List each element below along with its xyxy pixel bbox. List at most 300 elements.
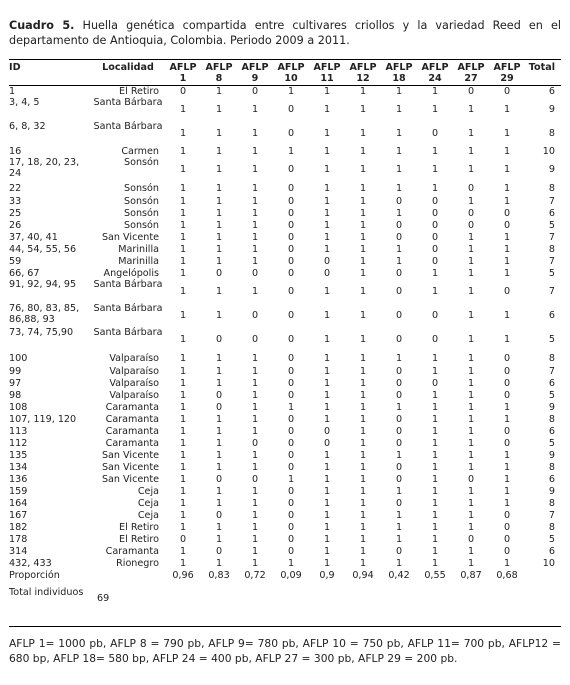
row-aflp-value: 1 <box>467 401 475 413</box>
row-aflp-value: 0 <box>395 545 403 557</box>
row-aflp-value: 0 <box>323 425 331 437</box>
row-aflp-value: 0 <box>503 437 511 449</box>
row-aflp-value: 1 <box>179 207 187 219</box>
table-row <box>9 366 561 378</box>
row-aflp-value: 1 <box>251 182 259 194</box>
row-aflp-value: 1 <box>467 103 475 115</box>
table-row <box>9 87 561 98</box>
row-aflp-value: 0 <box>179 86 187 98</box>
column-header <box>381 63 417 87</box>
row-aflp-value: 1 <box>323 127 331 139</box>
row-aflp-value: 1 <box>503 497 511 509</box>
row-aflp-value: 1 <box>215 207 223 219</box>
row-aflp-value: 0 <box>215 509 223 521</box>
row-aflp-value: 1 <box>215 103 223 115</box>
row-aflp-value: 1 <box>179 461 187 473</box>
table-caption <box>9 18 561 48</box>
row-aflp-value: 1 <box>467 497 475 509</box>
proportion-value: 0,42 <box>388 569 410 581</box>
row-aflp-value: 1 <box>503 557 511 569</box>
proportion-value: 0,94 <box>352 569 374 581</box>
row-total: 9 <box>548 103 555 115</box>
proportion-row <box>9 570 561 582</box>
row-aflp-value: 1 <box>179 377 187 389</box>
table-row <box>9 498 561 510</box>
row-aflp-value: 1 <box>251 243 259 255</box>
row-total: 5 <box>548 533 555 545</box>
row-localidad: Marinilla <box>118 255 159 267</box>
row-aflp-value: 1 <box>179 365 187 377</box>
row-aflp-value: 0 <box>323 267 331 279</box>
column-header <box>309 63 345 87</box>
row-aflp-value: 0 <box>287 437 295 449</box>
row-id: 73, 74, 75,90 <box>9 327 74 338</box>
table-row <box>9 414 561 426</box>
row-aflp-value: 1 <box>215 557 223 569</box>
row-id: 3, 4, 5 <box>9 97 40 108</box>
row-total: 9 <box>548 401 555 413</box>
row-aflp-value: 0 <box>287 377 295 389</box>
row-localidad: San Vicente <box>101 461 159 473</box>
column-header <box>201 63 237 87</box>
row-aflp-value: 1 <box>395 145 403 157</box>
row-aflp-value: 0 <box>395 231 403 243</box>
row-aflp-value: 1 <box>359 333 367 345</box>
row-aflp-value: 1 <box>395 533 403 545</box>
row-aflp-value: 1 <box>251 389 259 401</box>
caption-text: Huella genética compartida entre cultivares criollos y la variedad Reed en el departamento de Antioquia, Colombia. Periodo 2009 a 2011. <box>9 19 561 47</box>
row-aflp-value: 1 <box>251 163 259 175</box>
row-aflp-value: 1 <box>359 545 367 557</box>
row-localidad: El Retiro <box>119 86 159 98</box>
row-aflp-value: 1 <box>215 163 223 175</box>
column-header-line2: 8 <box>215 72 223 84</box>
row-localidad: Caramanta <box>105 413 159 425</box>
row-aflp-value: 1 <box>179 182 187 194</box>
row-total: 6 <box>548 545 555 557</box>
row-aflp-value: 1 <box>323 545 331 557</box>
row-aflp-value: 0 <box>431 309 439 321</box>
row-aflp-value: 0 <box>287 333 295 345</box>
row-aflp-value: 1 <box>467 352 475 364</box>
row-total: 7 <box>548 255 555 267</box>
row-id: 178 <box>9 533 28 545</box>
table-row <box>9 158 561 182</box>
row-total: 8 <box>548 413 555 425</box>
column-header <box>417 63 453 87</box>
row-id: 37, 40, 41 <box>9 231 58 243</box>
row-aflp-value: 0 <box>323 437 331 449</box>
row-aflp-value: 0 <box>503 521 511 533</box>
row-aflp-value: 1 <box>323 521 331 533</box>
row-aflp-value: 0 <box>251 267 259 279</box>
row-total: 5 <box>548 437 555 449</box>
table-row <box>9 546 561 558</box>
total-individuals-label: Total individuos <box>9 586 84 598</box>
column-header <box>9 63 91 87</box>
row-localidad: Sonsón <box>124 219 159 231</box>
row-aflp-value: 1 <box>359 413 367 425</box>
column-header-line2: 18 <box>392 72 406 84</box>
row-aflp-value: 1 <box>179 352 187 364</box>
table-row <box>9 196 561 208</box>
row-localidad: Caramanta <box>105 437 159 449</box>
row-aflp-value: 1 <box>323 497 331 509</box>
row-aflp-value: 1 <box>359 437 367 449</box>
row-id: 16 <box>9 145 22 157</box>
row-aflp-value: 1 <box>251 127 259 139</box>
row-aflp-value: 0 <box>287 365 295 377</box>
row-aflp-value: 1 <box>503 473 511 485</box>
row-aflp-value: 1 <box>359 255 367 267</box>
table-row <box>9 510 561 522</box>
column-header-line1: Localidad <box>102 62 154 73</box>
column-header-line2: 29 <box>500 72 514 84</box>
proportion-value: 0,96 <box>172 569 194 581</box>
row-aflp-value: 0 <box>395 497 403 509</box>
row-aflp-value: 1 <box>179 127 187 139</box>
row-aflp-value: 1 <box>323 352 331 364</box>
row-id: 167 <box>9 509 28 521</box>
row-aflp-value: 0 <box>251 86 259 98</box>
row-aflp-value: 1 <box>323 207 331 219</box>
row-localidad: Santa Bárbara <box>93 327 163 338</box>
row-id: 25 <box>9 207 22 219</box>
row-aflp-value: 0 <box>287 521 295 533</box>
row-aflp-value: 1 <box>503 163 511 175</box>
proportion-value: 0,72 <box>244 569 266 581</box>
row-aflp-value: 1 <box>179 255 187 267</box>
row-total: 9 <box>548 163 555 175</box>
row-aflp-value: 1 <box>215 425 223 437</box>
row-total: 7 <box>548 285 555 297</box>
row-aflp-value: 1 <box>431 545 439 557</box>
row-aflp-value: 1 <box>395 103 403 115</box>
row-aflp-value: 0 <box>287 207 295 219</box>
row-aflp-value: 1 <box>431 163 439 175</box>
row-aflp-value: 0 <box>395 309 403 321</box>
row-aflp-value: 1 <box>431 86 439 98</box>
table-row <box>9 390 561 402</box>
row-aflp-value: 1 <box>359 365 367 377</box>
row-aflp-value: 1 <box>251 521 259 533</box>
row-aflp-value: 1 <box>179 231 187 243</box>
column-header-line2: 9 <box>251 72 259 84</box>
row-aflp-value: 1 <box>323 285 331 297</box>
column-header-line2: 1 <box>179 72 187 84</box>
row-id: 432, 433 <box>9 557 52 569</box>
row-aflp-value: 1 <box>251 509 259 521</box>
row-localidad: San Vicente <box>101 473 159 485</box>
row-aflp-value: 0 <box>467 182 475 194</box>
column-header-line2: 11 <box>320 72 334 84</box>
row-aflp-value: 1 <box>251 207 259 219</box>
row-aflp-value: 1 <box>467 437 475 449</box>
row-aflp-value: 1 <box>503 255 511 267</box>
row-aflp-value: 0 <box>215 545 223 557</box>
row-aflp-value: 1 <box>431 103 439 115</box>
proportion-value: 0,55 <box>424 569 446 581</box>
column-header-line1: AFLP <box>457 62 485 73</box>
table-row <box>9 232 561 244</box>
row-aflp-value: 1 <box>179 557 187 569</box>
row-aflp-value: 1 <box>323 557 331 569</box>
table-row <box>9 122 561 146</box>
row-id: 108 <box>9 401 28 413</box>
row-localidad: Ceja <box>137 509 159 521</box>
table-row <box>9 402 561 414</box>
row-aflp-value: 0 <box>287 533 295 545</box>
column-header-line1: AFLP <box>169 62 197 73</box>
row-aflp-value: 0 <box>287 255 295 267</box>
row-aflp-value: 1 <box>431 425 439 437</box>
column-header-line2: 12 <box>356 72 370 84</box>
row-total: 6 <box>548 425 555 437</box>
row-aflp-value: 1 <box>323 533 331 545</box>
row-aflp-value: 0 <box>287 127 295 139</box>
row-aflp-value: 0 <box>395 413 403 425</box>
row-localidad: Valparaíso <box>109 352 159 364</box>
row-aflp-value: 0 <box>251 309 259 321</box>
row-aflp-value: 0 <box>287 267 295 279</box>
column-header-line2: 27 <box>464 72 478 84</box>
row-total: 8 <box>548 182 555 194</box>
row-aflp-value: 0 <box>395 437 403 449</box>
row-id: 66, 67 <box>9 267 40 279</box>
row-aflp-value: 1 <box>395 182 403 194</box>
column-header <box>489 63 525 87</box>
row-aflp-value: 1 <box>215 485 223 497</box>
row-aflp-value: 1 <box>359 267 367 279</box>
row-aflp-value: 1 <box>359 509 367 521</box>
row-aflp-value: 1 <box>323 509 331 521</box>
row-total: 8 <box>548 497 555 509</box>
row-total: 8 <box>548 352 555 364</box>
row-aflp-value: 0 <box>215 473 223 485</box>
row-aflp-value: 1 <box>503 195 511 207</box>
column-header-line1: AFLP <box>493 62 521 73</box>
row-aflp-value: 1 <box>503 267 511 279</box>
row-aflp-value: 0 <box>503 389 511 401</box>
row-localidad: Valparaíso <box>109 365 159 377</box>
row-aflp-value: 1 <box>179 195 187 207</box>
row-aflp-value: 0 <box>503 86 511 98</box>
row-aflp-value: 1 <box>215 86 223 98</box>
row-aflp-value: 1 <box>467 413 475 425</box>
row-aflp-value: 1 <box>215 413 223 425</box>
row-aflp-value: 0 <box>215 389 223 401</box>
row-aflp-value: 1 <box>323 413 331 425</box>
row-aflp-value: 1 <box>431 389 439 401</box>
total-individuals-row <box>9 582 561 604</box>
table-row <box>9 558 561 570</box>
row-aflp-value: 1 <box>251 485 259 497</box>
row-localidad: Santa Bárbara <box>93 279 163 290</box>
table-row <box>9 182 561 196</box>
total-individuals-value: 69 <box>97 592 110 604</box>
row-aflp-value: 1 <box>467 485 475 497</box>
row-aflp-value: 1 <box>179 473 187 485</box>
column-header-line1: AFLP <box>385 62 413 73</box>
table-row <box>9 208 561 220</box>
row-aflp-value: 1 <box>251 497 259 509</box>
row-aflp-value: 1 <box>179 449 187 461</box>
proportion-label: Proporción <box>9 569 60 581</box>
row-aflp-value: 1 <box>467 309 475 321</box>
column-header <box>237 63 273 87</box>
row-aflp-value: 1 <box>323 86 331 98</box>
row-aflp-value: 0 <box>503 545 511 557</box>
row-id: 76, 80, 83, 85, 86,88, 93 <box>9 303 80 325</box>
row-aflp-value: 1 <box>359 231 367 243</box>
row-aflp-value: 1 <box>287 86 295 98</box>
row-aflp-value: 1 <box>215 127 223 139</box>
row-aflp-value: 1 <box>431 182 439 194</box>
table-row <box>9 450 561 462</box>
row-aflp-value: 0 <box>431 333 439 345</box>
row-id: 134 <box>9 461 28 473</box>
row-aflp-value: 1 <box>503 309 511 321</box>
row-aflp-value: 0 <box>395 333 403 345</box>
table-body <box>9 87 561 604</box>
row-aflp-value: 1 <box>359 533 367 545</box>
row-aflp-value: 1 <box>215 231 223 243</box>
row-aflp-value: 1 <box>323 103 331 115</box>
column-header <box>345 63 381 87</box>
row-aflp-value: 1 <box>359 389 367 401</box>
row-aflp-value: 1 <box>431 285 439 297</box>
row-aflp-value: 1 <box>431 473 439 485</box>
row-aflp-value: 1 <box>503 333 511 345</box>
row-aflp-value: 1 <box>323 182 331 194</box>
row-id: 1 <box>9 86 16 98</box>
row-localidad: Sonsón <box>124 195 159 207</box>
row-aflp-value: 1 <box>179 545 187 557</box>
proportion-value: 0,83 <box>208 569 230 581</box>
row-aflp-value: 1 <box>215 365 223 377</box>
row-aflp-value: 1 <box>467 195 475 207</box>
row-aflp-value: 1 <box>251 103 259 115</box>
row-localidad: San Vicente <box>101 231 159 243</box>
row-aflp-value: 0 <box>467 533 475 545</box>
row-aflp-value: 0 <box>467 86 475 98</box>
row-id: 100 <box>9 352 28 364</box>
row-aflp-value: 1 <box>467 557 475 569</box>
row-aflp-value: 0 <box>287 449 295 461</box>
row-total: 5 <box>548 333 555 345</box>
row-aflp-value: 1 <box>251 285 259 297</box>
column-header-line1: AFLP <box>313 62 341 73</box>
row-aflp-value: 1 <box>359 485 367 497</box>
row-total: 10 <box>542 145 555 157</box>
row-aflp-value: 1 <box>251 195 259 207</box>
row-aflp-value: 0 <box>503 377 511 389</box>
row-id: 44, 54, 55, 56 <box>9 243 77 255</box>
row-localidad: Caramanta <box>105 425 159 437</box>
row-aflp-value: 1 <box>503 103 511 115</box>
column-header-line1: AFLP <box>349 62 377 73</box>
row-aflp-value: 1 <box>179 413 187 425</box>
row-aflp-value: 0 <box>287 389 295 401</box>
row-aflp-value: 1 <box>431 267 439 279</box>
row-aflp-value: 1 <box>467 145 475 157</box>
row-aflp-value: 0 <box>287 309 295 321</box>
column-header <box>91 63 165 87</box>
row-aflp-value: 1 <box>395 557 403 569</box>
row-total: 6 <box>548 473 555 485</box>
row-aflp-value: 0 <box>287 285 295 297</box>
row-aflp-value: 0 <box>503 533 511 545</box>
row-aflp-value: 0 <box>431 231 439 243</box>
table-row <box>9 220 561 232</box>
row-aflp-value: 1 <box>359 285 367 297</box>
row-localidad: Valparaíso <box>109 377 159 389</box>
row-aflp-value: 1 <box>431 533 439 545</box>
column-header <box>273 63 309 87</box>
row-total: 8 <box>548 461 555 473</box>
row-aflp-value: 0 <box>395 267 403 279</box>
proportion-value: 0,9 <box>319 569 335 581</box>
row-aflp-value: 1 <box>215 145 223 157</box>
proportion-value: 0,09 <box>280 569 302 581</box>
row-aflp-value: 1 <box>251 449 259 461</box>
row-id: 107, 119, 120 <box>9 413 77 425</box>
row-aflp-value: 0 <box>287 103 295 115</box>
row-aflp-value: 0 <box>287 195 295 207</box>
row-aflp-value: 1 <box>323 485 331 497</box>
row-aflp-value: 0 <box>287 182 295 194</box>
row-total: 9 <box>548 449 555 461</box>
row-aflp-value: 1 <box>395 86 403 98</box>
table-row <box>9 146 561 158</box>
row-aflp-value: 0 <box>287 219 295 231</box>
row-localidad: Valparaíso <box>109 389 159 401</box>
table-row <box>9 352 561 366</box>
table-row <box>9 534 561 546</box>
row-aflp-value: 0 <box>395 365 403 377</box>
row-aflp-value: 1 <box>215 352 223 364</box>
row-id: 113 <box>9 425 28 437</box>
row-aflp-value: 1 <box>251 533 259 545</box>
row-aflp-value: 1 <box>431 145 439 157</box>
row-id: 6, 8, 32 <box>9 121 46 132</box>
row-aflp-value: 1 <box>503 243 511 255</box>
row-aflp-value: 0 <box>467 207 475 219</box>
row-aflp-value: 0 <box>431 219 439 231</box>
row-localidad: San Vicente <box>101 449 159 461</box>
row-aflp-value: 0 <box>395 461 403 473</box>
row-aflp-value: 1 <box>179 333 187 345</box>
row-localidad: Ceja <box>137 485 159 497</box>
row-aflp-value: 1 <box>467 243 475 255</box>
row-localidad: Santa Bárbara <box>93 303 163 314</box>
row-aflp-value: 1 <box>215 461 223 473</box>
row-aflp-value: 1 <box>467 461 475 473</box>
row-aflp-value: 1 <box>359 377 367 389</box>
row-id: 17, 18, 20, 23, 24 <box>9 157 80 179</box>
row-aflp-value: 1 <box>467 163 475 175</box>
table-bottom-rule <box>9 626 561 627</box>
row-aflp-value: 1 <box>503 231 511 243</box>
row-aflp-value: 1 <box>323 145 331 157</box>
row-aflp-value: 1 <box>467 509 475 521</box>
row-aflp-value: 1 <box>215 521 223 533</box>
row-aflp-value: 1 <box>503 401 511 413</box>
column-header-line2: 24 <box>428 72 442 84</box>
row-aflp-value: 1 <box>359 182 367 194</box>
row-aflp-value: 1 <box>395 243 403 255</box>
row-aflp-value: 1 <box>323 219 331 231</box>
